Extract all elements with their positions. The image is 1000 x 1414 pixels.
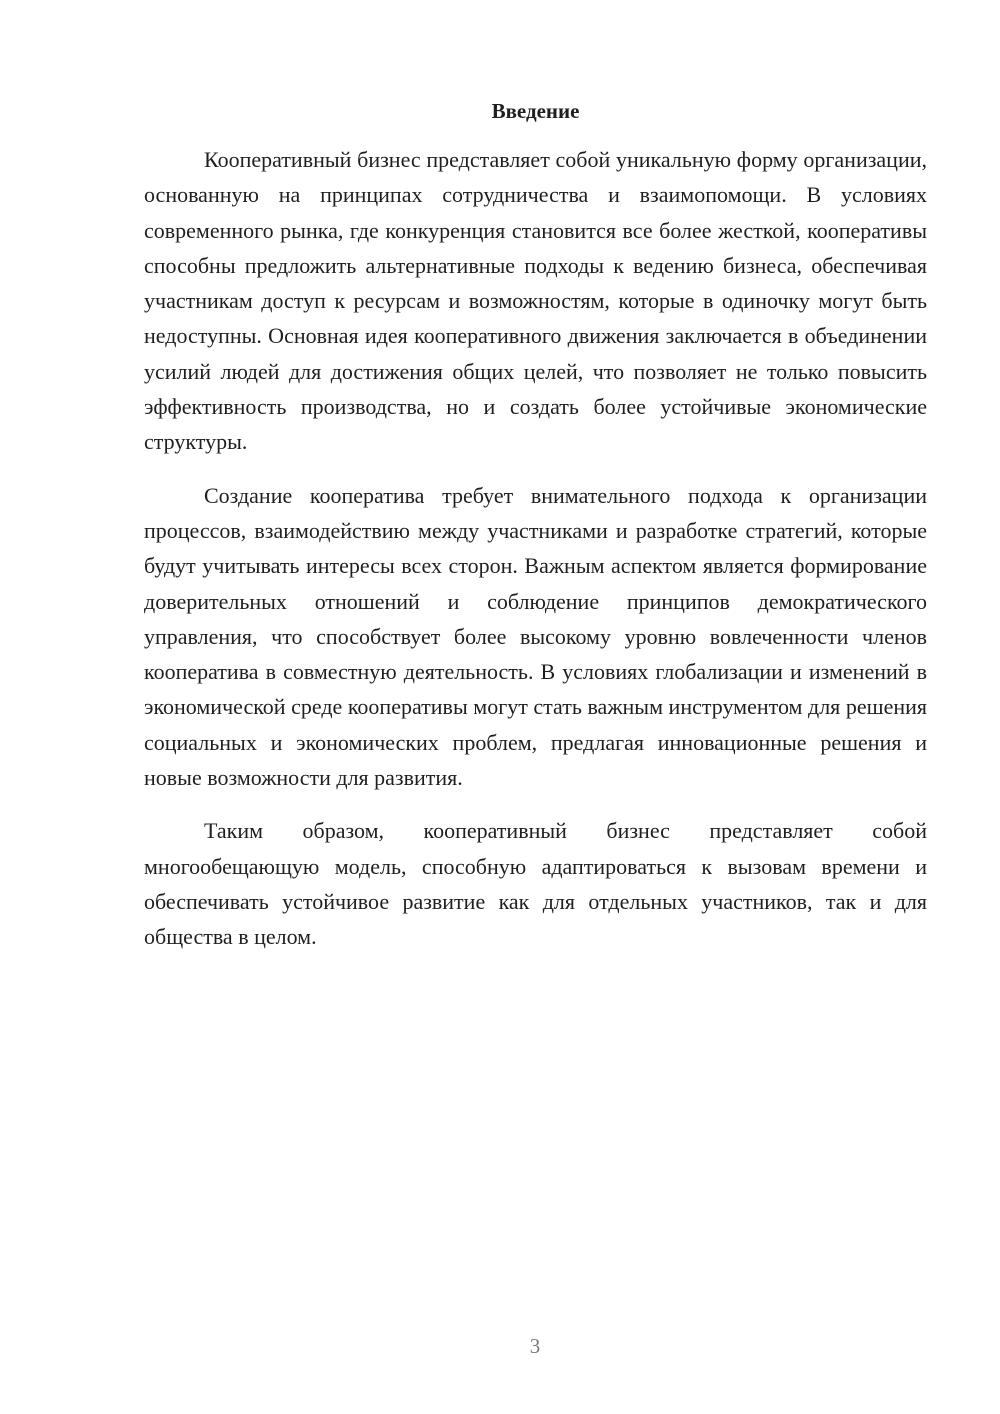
section-title: Введение [491,99,580,123]
paragraph-creation: Создание кооператива требует внимательного подхода к организации процессов, взаимодействию между участниками и разработке стратегий, которые будут учитывать интересы всех сторон. Важным аспектом является формирование доверительных отношений и соблюдение принципов демократического управления, что способствует более высокому уровню вовлеченности членов кооператива в совместную деятельность. В условиях глобализации и изменений в экономической среде кооперативы могут стать важным инструментом для решения социальных и экономических проблем, предлагая инновационные решения и новые возможности для развития. [144,482,927,791]
page-number: 3 [529,1334,541,1358]
paragraph-conclusion: Таким образом, кооперативный бизнес представляет собой многообещающую модель, способную адаптироваться к вызовам времени и обеспечивать устойчивое развитие как для отдельных участников, так и для общества в целом. [144,818,927,950]
page-content [144,96,927,973]
paragraph-intro: Кооперативный бизнес представляет собой уникальную форму организации, основанную на принципах сотрудничества и взаимопомощи. В условиях современного рынка, где конкуренция становится все более жесткой, кооперативы способны предложить альтернативные подходы к ведению бизнеса, обеспечивая участникам доступ к ресурсам и возможностям, которые в одиночку могут быть недоступны. Основная идея кооперативного движения заключается в объединении усилий людей для достижения общих целей, что позволяет не только повысить эффективность производства, но и создать более устойчивые экономические структуры. [144,147,927,455]
